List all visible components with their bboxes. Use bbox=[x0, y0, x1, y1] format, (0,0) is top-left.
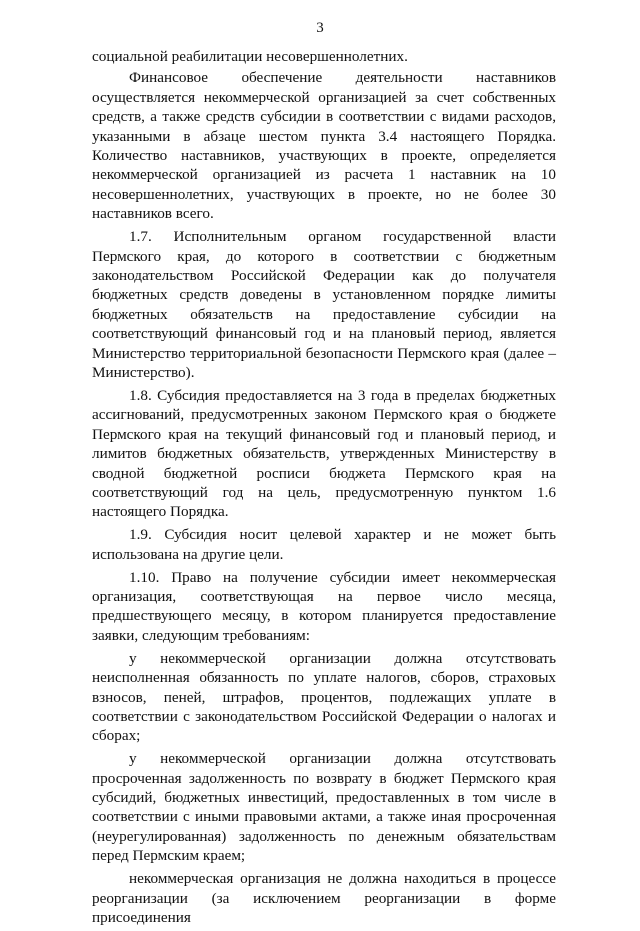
paragraph-1-9: 1.9. Субсидия носит целевой характер и не может быть использована на другие цели. bbox=[92, 526, 556, 563]
paragraph-financing: Финансовое обеспечение деятельности наставников осуществляется некоммерческой организацией за счет собственных средств, а также средств субсидии в соответствии с видами расходов, указанными в абзаце шестом пункта 3.4 настоящего Порядка. Количество наставников, участвующих в проекте, определяется некоммерческой организацией из расчета 1 наставник на 10 несовершеннолетних, участвующих в проекте, но не более 30 наставников всего. bbox=[92, 69, 556, 223]
document-body bbox=[92, 47, 556, 931]
requirement-debts: у некоммерческой организации должна отсутствовать просроченная задолженность по возврату в бюджет Пермского края субсидий, бюджетных инвестиций, предоставленных в том числе в соответствии с иными правовыми актами, а также иная просроченная (неурегулированная) задолженность по денежным обязательствам перед Пермским краем; bbox=[92, 750, 556, 865]
paragraph-1-8: 1.8. Субсидия предоставляется на 3 года в пределах бюджетных ассигнований, предусмотренных законом Пермского края о бюджете Пермского края на текущий финансовый год и плановый период, и лимитов бюджетных обязательств, утвержденных Министерству в сводной бюджетной росписи бюджета Пермского края на соответствующий год на цель, предусмотренную пунктом 1.6 настоящего Порядка. bbox=[92, 386, 556, 521]
requirement-reorganization: некоммерческая организация не должна находиться в процессе реорганизации (за исключением реорганизации в форме присоединения bbox=[92, 870, 556, 926]
paragraph-continuation: социальной реабилитации несовершеннолетних. bbox=[92, 48, 408, 65]
page-number: 3 bbox=[316, 20, 324, 36]
requirement-taxes: у некоммерческой организации должна отсутствовать неисполненная обязанность по уплате налогов, сборов, страховых взносов, пеней, штрафов, процентов, подлежащих уплате в соответствии с законодательством Российской Федерации о налогах и сборах; bbox=[92, 649, 556, 745]
paragraph-1-7: 1.7. Исполнительным органом государственной власти Пермского края, до которого в соответствии с бюджетным законодательством Российской Федерации как до получателя бюджетных средств доведены в установленном порядке лимиты бюджетных обязательств на предоставление субсидии на соответствующий финансовый год и на плановый период, является Министерство территориальной безопасности Пермского края (далее – Министерство). bbox=[92, 228, 556, 381]
paragraph-1-10: 1.10. Право на получение субсидии имеет некоммерческая организация, соответствующая на первое число месяца, предшествующего месяцу, в котором планируется предоставление заявки, следующим требованиям: bbox=[92, 568, 556, 644]
